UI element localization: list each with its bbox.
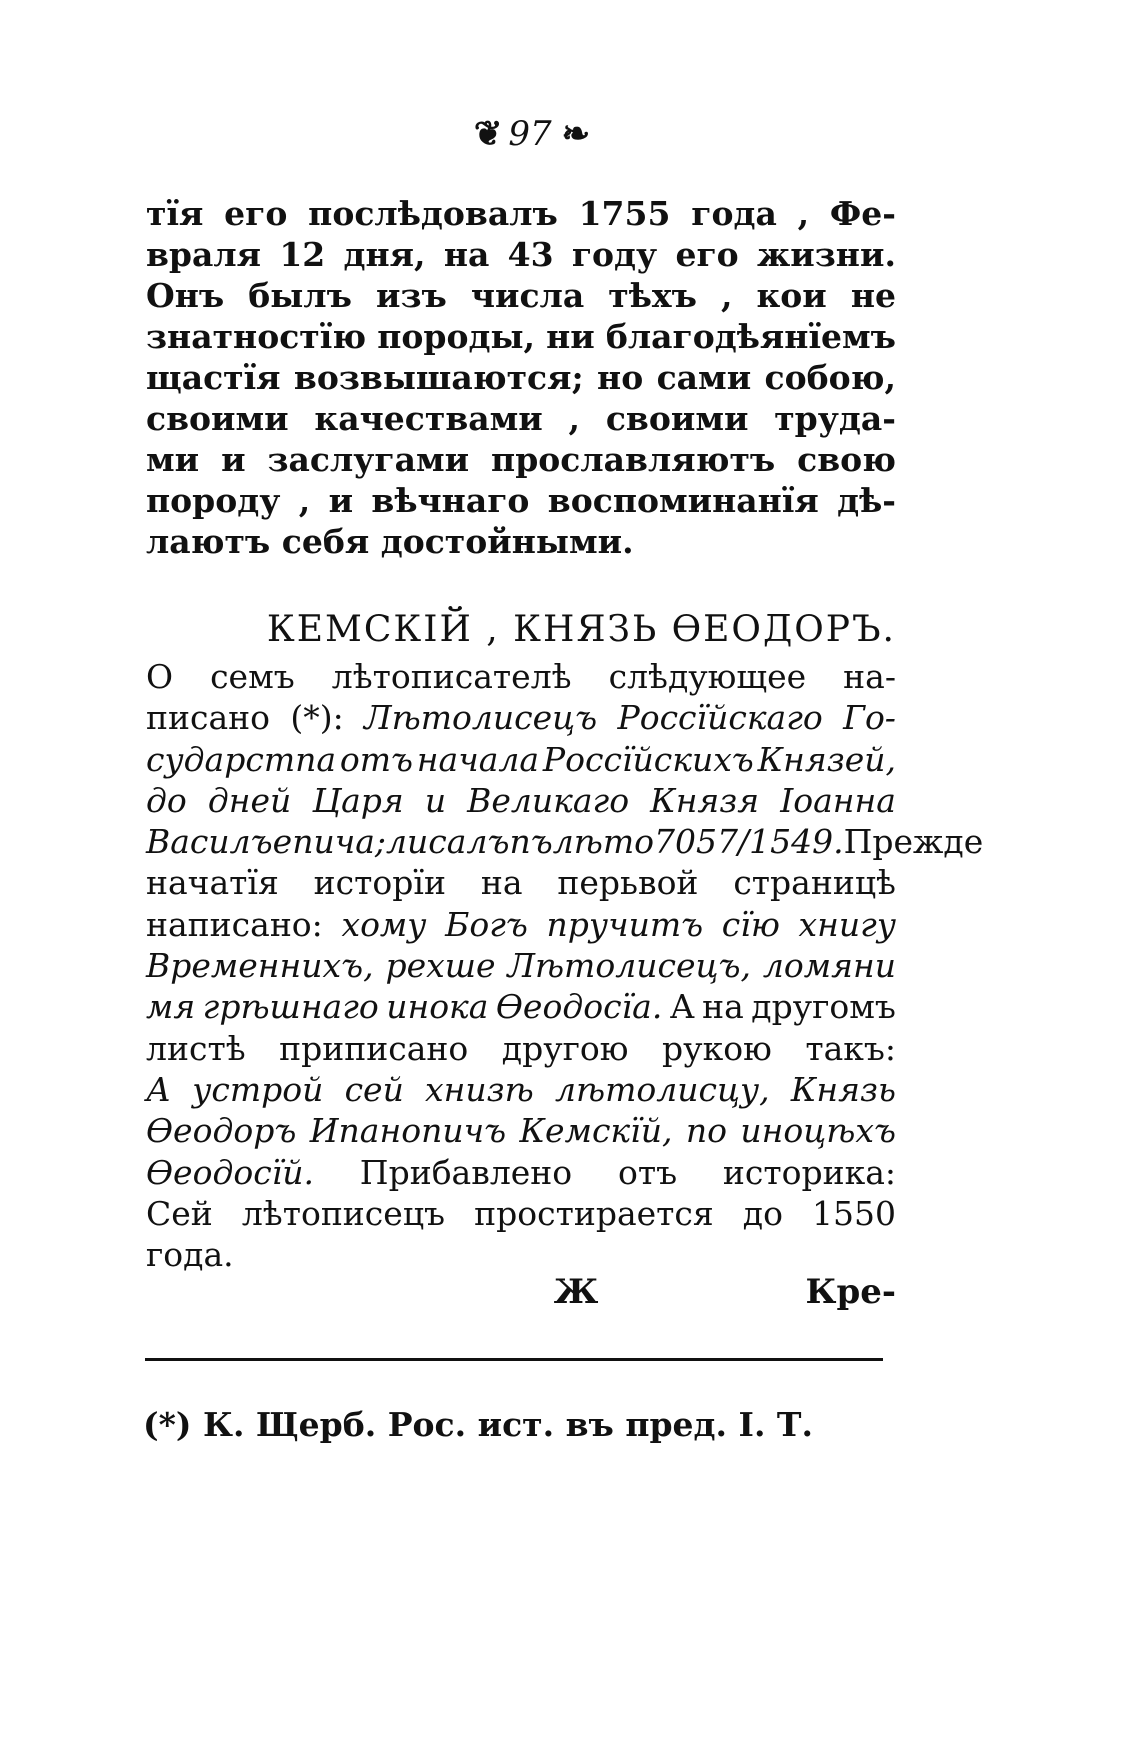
word: его xyxy=(675,235,739,274)
word: инока xyxy=(386,987,489,1027)
word: Кемскїй, xyxy=(519,1111,673,1151)
word: Ѳеодосїй. xyxy=(146,1152,315,1192)
word: ломяни xyxy=(762,946,896,986)
text-line xyxy=(146,697,896,738)
word: листѣ xyxy=(146,1028,246,1068)
text-line: лаютъ себя достойными. xyxy=(146,522,634,561)
text-line xyxy=(146,1069,896,1110)
word: на xyxy=(480,863,523,903)
text-line xyxy=(146,316,896,357)
word: породы, xyxy=(377,317,536,356)
text-line xyxy=(146,986,896,1027)
word: 1550 xyxy=(811,1193,896,1233)
word: свою xyxy=(797,440,896,479)
word: перьвой xyxy=(557,863,699,903)
word: семъ xyxy=(210,657,295,696)
word: Богъ xyxy=(445,904,528,944)
line-content xyxy=(146,862,896,903)
word: устрой xyxy=(192,1069,324,1109)
word: ми xyxy=(146,440,200,479)
word: его xyxy=(224,194,288,233)
word: на xyxy=(443,235,490,274)
word: на xyxy=(702,987,744,1027)
word: Сей xyxy=(146,1193,213,1233)
word: отъ xyxy=(339,739,413,779)
word: , xyxy=(568,399,581,438)
word: сей xyxy=(344,1069,404,1109)
word: писано xyxy=(146,698,271,738)
text-line xyxy=(146,1234,896,1275)
paragraph-2 xyxy=(146,656,984,1275)
word: слѣдующее xyxy=(608,657,807,696)
word: благодѣянїемъ xyxy=(605,317,896,356)
word: 43 xyxy=(507,235,554,274)
line-content xyxy=(146,1069,896,1110)
word: возвышаются; xyxy=(293,358,584,397)
word: рехше xyxy=(385,946,496,986)
text-line xyxy=(146,656,896,697)
text-line xyxy=(146,439,896,480)
word: приписано xyxy=(279,1028,469,1068)
word: простирается xyxy=(474,1193,714,1233)
word: Лѣтолисецъ xyxy=(364,698,598,738)
word: мя xyxy=(146,987,196,1027)
catchwords-row xyxy=(146,1272,896,1316)
line-content xyxy=(146,739,896,780)
word: лѣтописецъ xyxy=(241,1193,446,1233)
word: рукою xyxy=(662,1028,772,1068)
word: другомъ xyxy=(751,987,896,1027)
line-content xyxy=(146,780,896,821)
word: иноцѣхъ xyxy=(740,1111,896,1151)
word: Ипанопичъ xyxy=(309,1111,507,1151)
word: по xyxy=(685,1111,727,1151)
text-line xyxy=(146,275,896,316)
word: своими xyxy=(605,399,749,438)
word: такъ: xyxy=(805,1028,896,1068)
text-line xyxy=(146,1152,896,1193)
word: породу xyxy=(146,481,281,520)
text-line xyxy=(146,821,984,862)
word: дней xyxy=(207,780,292,820)
word: и xyxy=(424,780,447,820)
word: на- xyxy=(843,657,896,696)
text-line xyxy=(146,862,896,903)
word: сами xyxy=(656,358,752,397)
word: не xyxy=(850,276,896,315)
page-number: 97 xyxy=(508,114,552,154)
word: жизни. xyxy=(756,235,896,274)
word: тѣхъ xyxy=(608,276,697,315)
word: Россїйскихъ xyxy=(542,739,754,779)
line-content xyxy=(146,945,896,986)
word: числа xyxy=(470,276,585,315)
word: хнигу xyxy=(798,904,896,944)
word: дѣ- xyxy=(837,481,896,520)
right-ornament-icon: ❧ xyxy=(561,114,587,154)
word: историка: xyxy=(722,1152,896,1192)
line-content xyxy=(146,904,896,945)
word: Фе- xyxy=(829,194,896,233)
word: Ѳеодоръ xyxy=(146,1111,297,1151)
word: заслугами xyxy=(267,440,470,479)
word: и xyxy=(328,481,354,520)
word: 1755 xyxy=(578,194,671,233)
word: 7057/1549. xyxy=(654,822,844,862)
word: году xyxy=(571,235,658,274)
word: начала xyxy=(416,739,540,779)
word: Князь xyxy=(790,1069,896,1109)
word: лисалъ xyxy=(386,822,510,862)
word: своими xyxy=(146,399,289,438)
word: ни xyxy=(546,317,595,356)
line-content xyxy=(146,821,984,862)
word: отъ xyxy=(617,1152,678,1192)
word: исторїи xyxy=(313,863,446,903)
word: Го- xyxy=(843,698,896,738)
word: Князей, xyxy=(757,739,896,779)
word: прославляютъ xyxy=(491,440,776,479)
word: хому xyxy=(341,904,427,944)
word: лѣто xyxy=(552,822,655,862)
word: страницѣ xyxy=(733,863,896,903)
word: тїя xyxy=(146,194,204,233)
text-line xyxy=(146,398,896,439)
text-line xyxy=(146,1028,896,1069)
word: года xyxy=(691,194,777,233)
word: года. xyxy=(146,1235,234,1275)
word: написано: xyxy=(146,904,323,944)
word: былъ xyxy=(248,276,352,315)
signature-mark: Ж xyxy=(553,1272,599,1312)
word: знатностїю xyxy=(146,317,367,356)
word: воспоминанїя xyxy=(547,481,819,520)
line-content xyxy=(146,1028,896,1069)
word: А xyxy=(669,987,695,1027)
word: качествами xyxy=(314,399,543,438)
word: лѣтолисцу, xyxy=(554,1069,770,1109)
line-content xyxy=(146,697,896,738)
word: начатїя xyxy=(146,863,279,903)
word: Князя xyxy=(650,780,760,820)
word: 12 xyxy=(279,235,326,274)
word: вѣчнаго xyxy=(371,481,530,520)
text-line xyxy=(146,1110,896,1151)
word: (*): xyxy=(290,698,344,738)
word: , xyxy=(797,194,810,233)
catchword: Кре- xyxy=(805,1272,896,1312)
line-content xyxy=(146,1152,896,1193)
word: труда- xyxy=(774,399,896,438)
text-line xyxy=(146,904,896,945)
text-line xyxy=(146,234,896,275)
word: Іоанна xyxy=(780,780,896,820)
word: послѣдовалъ xyxy=(308,194,558,233)
line-content xyxy=(146,986,896,1027)
section-heading: КЕМСКIЙ , КНЯЗЬ ѲЕОДОРЪ. xyxy=(266,609,896,650)
word: Онъ xyxy=(146,276,225,315)
word: Временнихъ, xyxy=(146,946,374,986)
word: Царя xyxy=(312,780,404,820)
line-content xyxy=(146,1234,896,1275)
word: щастїя xyxy=(146,358,281,397)
line-content xyxy=(146,1110,896,1151)
word: лѣтописателѣ xyxy=(331,657,572,696)
paragraph-1 xyxy=(146,193,896,562)
text-line xyxy=(146,193,896,234)
word: до xyxy=(742,1193,783,1233)
word: Россїйскаго xyxy=(617,698,823,738)
word: хнизѣ xyxy=(425,1069,534,1109)
word: но xyxy=(597,358,644,397)
word: другою xyxy=(501,1028,629,1068)
word: изъ xyxy=(375,276,447,315)
text-line xyxy=(146,780,896,821)
word: , xyxy=(720,276,733,315)
word: , xyxy=(298,481,311,520)
word: Прибавлено xyxy=(359,1152,573,1192)
word: А xyxy=(146,1069,171,1109)
line-content xyxy=(146,1193,896,1234)
text-line xyxy=(146,357,896,398)
word: сударстпа xyxy=(146,739,337,779)
word: пъ xyxy=(509,822,553,862)
word: собою, xyxy=(764,358,896,397)
word: Василъепича; xyxy=(146,822,387,862)
page-header xyxy=(420,112,640,156)
word: до xyxy=(146,780,187,820)
word: Прежде xyxy=(843,822,984,862)
word: грѣшнаго xyxy=(202,987,379,1027)
text-line xyxy=(146,739,896,780)
line-content xyxy=(146,656,896,697)
text-line xyxy=(146,1193,896,1234)
word: сїю xyxy=(721,904,780,944)
text-line xyxy=(146,945,896,986)
left-ornament-icon: ❦ xyxy=(473,114,499,154)
word: и xyxy=(221,440,246,479)
footnote: (*) К. Щерб. Рос. ист. въ пред. I. Т. xyxy=(143,1405,813,1444)
word: Великаго xyxy=(467,780,630,820)
text-line xyxy=(146,480,896,521)
word: Лѣтолисецъ, xyxy=(507,946,752,986)
word: пручитъ xyxy=(546,904,704,944)
word: враля xyxy=(146,235,262,274)
word: О xyxy=(146,657,174,696)
word: Ѳеодосїа. xyxy=(495,987,663,1027)
word: дня, xyxy=(343,235,426,274)
word: кои xyxy=(756,276,827,315)
footnote-rule xyxy=(145,1358,883,1361)
